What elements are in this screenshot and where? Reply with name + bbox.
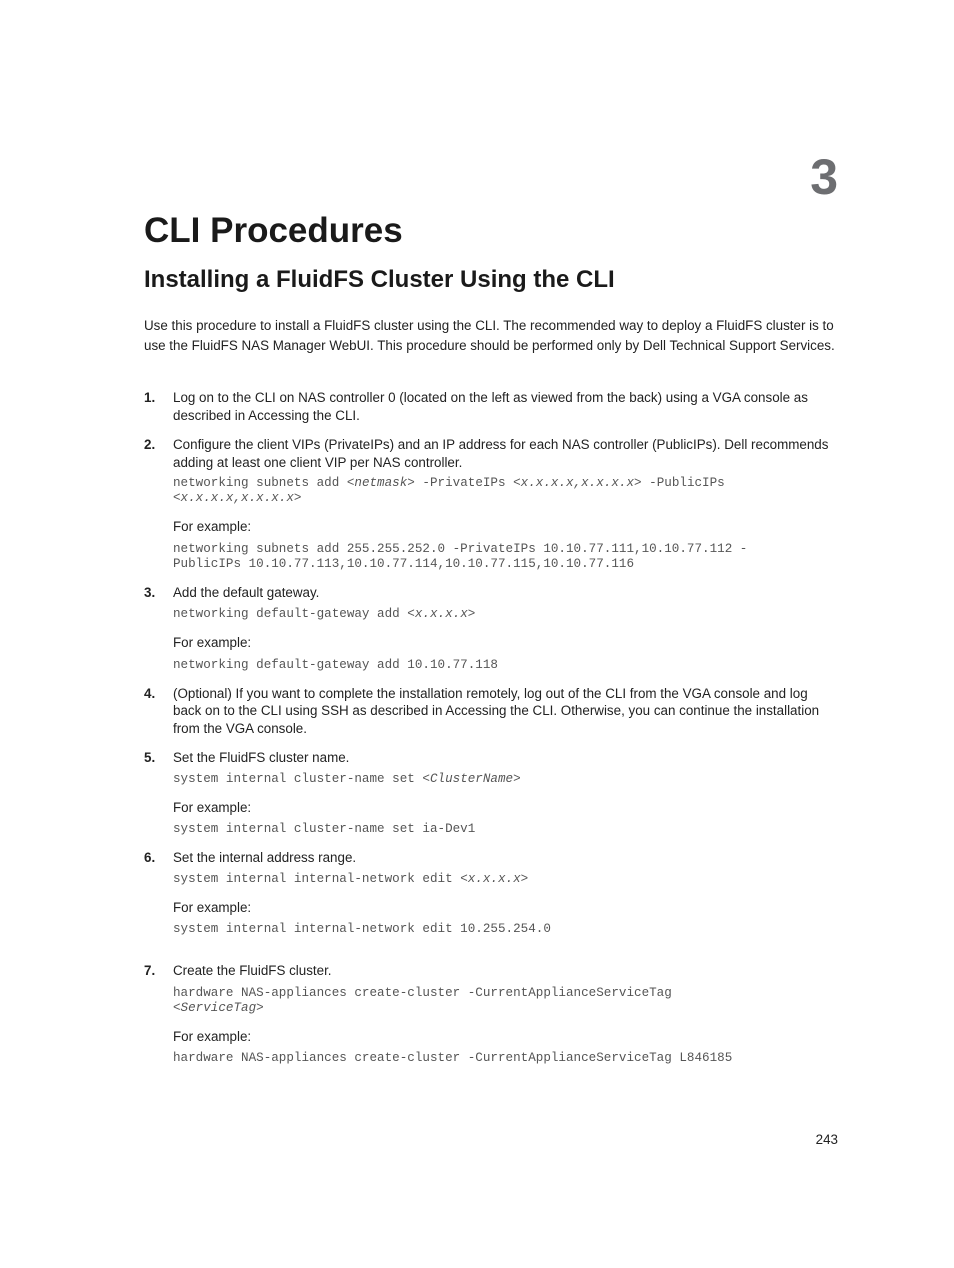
- step-2: [144, 436, 844, 572]
- step-number: 5.: [144, 750, 156, 765]
- step-4: [144, 685, 844, 738]
- for-example-label: For example:: [173, 635, 252, 650]
- step-text: (Optional) If you want to complete the installation remotely, log out of the CLI from the VGA console and log back on to the CLI using SSH as described in Accessing the CLI. Otherwise, you can continue the installation from the VGA console.: [173, 685, 820, 736]
- code-text: networking default-gateway add: [173, 607, 408, 621]
- command-example: [173, 542, 844, 572]
- step-6: [144, 849, 844, 937]
- code-text: system internal internal-network edit: [173, 871, 461, 886]
- code-text: networking subnets add: [173, 476, 347, 490]
- step-text: Create the FluidFS cluster.: [173, 963, 332, 978]
- code-param: <ServiceTag>: [173, 1000, 264, 1015]
- step-5: [144, 749, 844, 837]
- for-example-label: For example:: [173, 899, 252, 915]
- command-example: [173, 922, 844, 937]
- for-example-label: For example:: [173, 1028, 252, 1044]
- code-text: -PublicIPs: [641, 476, 725, 490]
- code-param: <netmask>: [346, 476, 415, 490]
- step-text: Add the default gateway.: [173, 584, 320, 600]
- code-param: <x.x.x.x,x.x.x.x>: [173, 491, 302, 505]
- step-number: 7.: [144, 963, 156, 978]
- command-syntax: [173, 872, 844, 887]
- step-number: 2.: [144, 437, 156, 452]
- section-title: Installing a FluidFS Cluster Using the CLI: [144, 266, 615, 293]
- chapter-number: 3: [810, 149, 838, 205]
- command-syntax: [173, 607, 844, 622]
- command-syntax: [173, 476, 844, 506]
- command-syntax: [173, 772, 844, 787]
- code-text: networking subnets add 255.255.252.0 -PrivateIPs 10.10.77.111,10.10.77.112 -: [173, 541, 748, 556]
- step-text: Log on to the CLI on NAS controller 0 (located on the left as viewed from the back) using a VGA console as described in Accessing the CLI.: [173, 390, 808, 423]
- step-number: 1.: [144, 390, 156, 405]
- code-text: system internal internal-network edit 10.255.254.0: [173, 922, 551, 936]
- code-text: networking default-gateway add 10.10.77.118: [173, 657, 498, 672]
- code-text: PublicIPs 10.10.77.113,10.10.77.114,10.10.77.115,10.10.77.116: [173, 556, 635, 571]
- step-text: Set the internal address range.: [173, 850, 357, 865]
- code-param: <x.x.x.x>: [460, 871, 529, 886]
- code-param: <x.x.x.x>: [407, 607, 476, 621]
- code-param: <ClusterName>: [422, 771, 521, 786]
- for-example-label: For example:: [173, 799, 252, 815]
- step-text: Set the FluidFS cluster name.: [173, 750, 350, 765]
- step-7: [144, 962, 844, 1066]
- step-3: [144, 584, 844, 673]
- code-text: system internal cluster-name set ia-Dev1: [173, 822, 476, 836]
- command-syntax: [173, 986, 844, 1016]
- for-example-label: For example:: [173, 519, 252, 534]
- step-number: 3.: [144, 584, 156, 600]
- code-text: hardware NAS-appliances create-cluster -CurrentApplianceServiceTag: [173, 985, 672, 1000]
- command-example: [173, 1051, 844, 1066]
- chapter-title: CLI Procedures: [144, 211, 403, 250]
- code-text: -PrivateIPs: [414, 476, 514, 490]
- step-number: 6.: [144, 850, 156, 865]
- step-number: 4.: [144, 685, 156, 701]
- procedure-steps: [144, 389, 844, 1066]
- code-text: system internal cluster-name set: [173, 771, 423, 786]
- command-example: [173, 658, 844, 673]
- command-example: [173, 822, 844, 837]
- intro-paragraph: Use this procedure to install a FluidFS cluster using the CLI. The recommended way to deploy a FluidFS cluster is to use the FluidFS NAS Manager WebUI. This procedure should be performed only by Dell Technical Support Services.: [144, 318, 835, 353]
- page-number: 243: [815, 1132, 838, 1147]
- code-text: hardware NAS-appliances create-cluster -CurrentApplianceServiceTag L846185: [173, 1051, 733, 1065]
- step-text: Configure the client VIPs (PrivateIPs) and an IP address for each NAS controller (PublicIPs). Dell recommends adding at least one client VIP per NAS controller.: [173, 437, 829, 470]
- step-1: [144, 389, 844, 424]
- code-param: <x.x.x.x,x.x.x.x>: [513, 476, 642, 490]
